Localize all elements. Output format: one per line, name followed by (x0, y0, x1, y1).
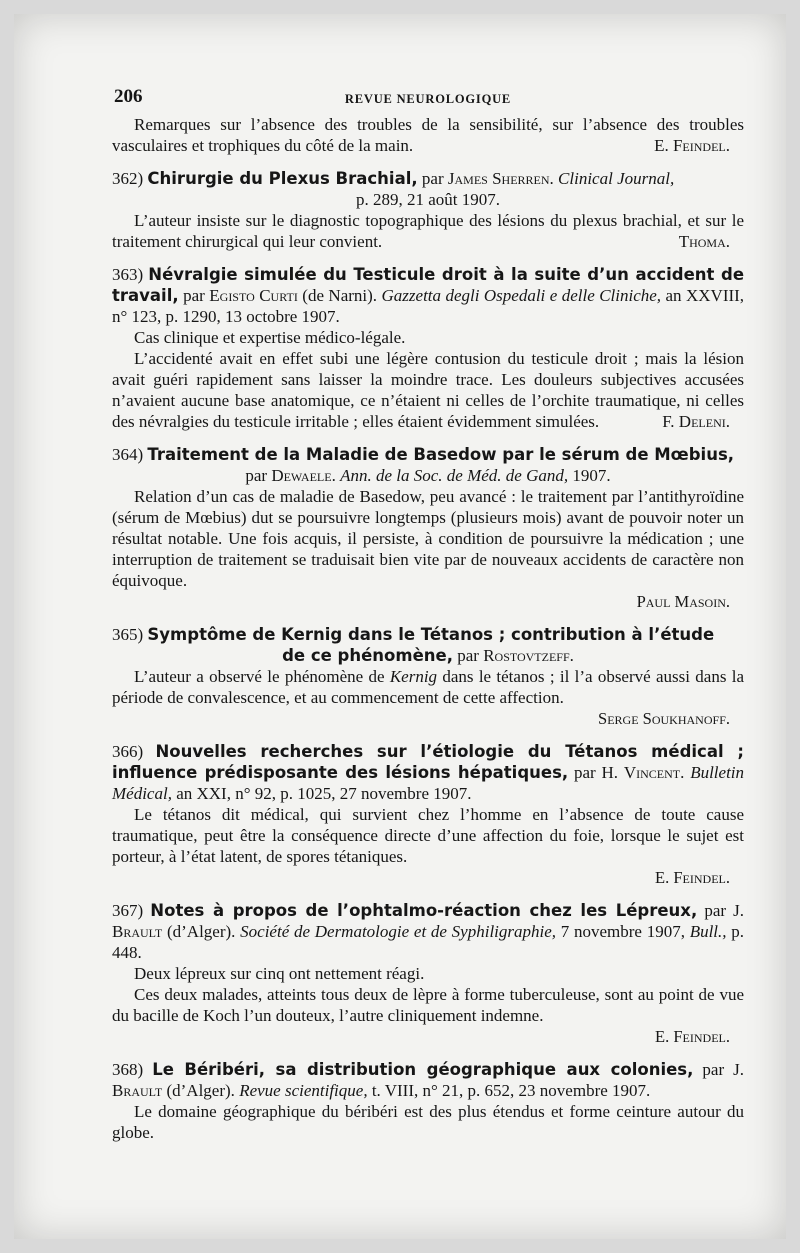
entry-number: 365) (112, 625, 144, 644)
entry-reference: 7 novembre 1907, (560, 922, 685, 941)
entry-title: Chirurgie du Plexus Brachial, (147, 169, 418, 188)
entry-reference: an XXVIII, n° 123, p. 1290, 13 octobre 1907. (112, 286, 745, 326)
signature: E. Feindel. (654, 136, 730, 155)
entry-heading: 365) Symptôme de Kernig dans le Tétanos ; contribution à l’étude de ce phénomène, par Rostovtzeff. (112, 625, 715, 665)
entry-source: Société de Dermatologie et de Syphiligraphie, (240, 922, 557, 941)
entry-paragraph: L’accidenté avait en effet subi une légère contusion du testicule droit ; mais la lésion avait guéri rapidement sans laisser la moindre trace. Les douleurs subjectives accusées n’avaient aucune base anatomique, ce n’étaient ni celles de l’orchite traumatique, ni celles des névralgies du testicule irritable ; elles étaient évidemment simulées. F. Deleni. (112, 349, 744, 431)
abstract-entry (112, 624, 744, 729)
entry-title: Traitement de la Maladie de Basedow par le sérum de Mœbius, (147, 445, 735, 464)
entry-number: 367) (112, 901, 144, 920)
entry-heading: 367) Notes à propos de l’ophtalmo-réaction chez les Lépreux, par J. Brault (d’Alger). Société de Dermatologie et de Syphiligraphie, 7 novembre 1907, Bull., p. 448. (112, 901, 745, 962)
signature: Serge Soukhanoff. (598, 709, 730, 728)
entry-paragraph: Le tétanos dit médical, qui survient chez l’homme en l’absence de toute cause traumatique, peut être la conséquence directe d’une affection du foie, lorsque le sujet est porteur, à l’état latent, de spores tétaniques. (112, 805, 744, 866)
entry-title: Notes à propos de l’ophtalmo-réaction chez les Lépreux, (150, 901, 698, 920)
entry-paragraph: Le domaine géographique du béribéri est des plus étendus et forme ceinture autour du globe. (112, 1102, 744, 1142)
signature: Paul Masoin. (636, 592, 730, 611)
running-header (112, 86, 744, 114)
abstract-entry (112, 264, 744, 432)
entry-heading: 364) Traitement de la Maladie de Basedow par le sérum de Mœbius, par Dewaele. Ann. de la Soc. de Méd. de Gand, 1907. (112, 445, 735, 485)
signature: E. Feindel. (655, 868, 730, 887)
entry-title: Symptôme de Kernig dans le Tétanos ; contribution à l’étude (147, 625, 715, 644)
entry-number: 368) (112, 1060, 144, 1079)
entry-author: Brault (112, 922, 163, 941)
entry-reference: 1907. (572, 466, 611, 485)
scanned-page (14, 14, 786, 1239)
journal-title: REVUE NEUROLOGIQUE (344, 92, 512, 106)
entry-source: Revue scientifique, (239, 1081, 368, 1100)
entry-paragraph: Deux lépreux sur cinq ont nettement réagi. (134, 964, 425, 983)
page-content (112, 86, 744, 1143)
abstract-entry (112, 168, 744, 252)
entry-title: Nouvelles recherches sur l’étiologie du Tétanos médical ; influence prédisposante des lésions hépatiques, (112, 742, 744, 782)
entry-paragraph: Ces deux malades, atteints tous deux de lèpre à forme tuberculeuse, sont au point de vue du bacille de Koch l’un douteux, l’autre cliniquement indemne. (112, 985, 744, 1025)
entry-title-continued: de ce phénomène, (282, 646, 453, 665)
entry-author: Brault (112, 1081, 163, 1100)
entry-number: 363) (112, 265, 144, 284)
intro-abstract (112, 114, 744, 156)
abstract-entry (112, 1059, 744, 1143)
entry-reference: an XXI, n° 92, p. 1025, 27 novembre 1907. (176, 784, 472, 803)
page-number: 206 (114, 86, 143, 107)
entry-author: Vincent. (623, 763, 685, 782)
entry-number: 366) (112, 742, 144, 761)
entry-paragraph: L’auteur insiste sur le diagnostic topographique des lésions du plexus brachial, et sur le traitement chirurgical qui leur convient. Thoma. (112, 211, 744, 251)
entry-heading: 368) Le Béribéri, sa distribution géographique aux colonies, par J. Brault (d’Alger). Revue scientifique, t. VIII, n° 21, p. 652, 23 novembre 1907. (112, 1060, 744, 1100)
entry-number: 362) (112, 169, 144, 188)
entry-heading: 362) Chirurgie du Plexus Brachial, par James Sherren. Clinical Journal, p. 289, 21 août 1907. (112, 168, 744, 210)
entry-heading: 363) Névralgie simulée du Testicule droit à la suite d’un accident de travail, par Egisto Curti (de Narni). Gazzetta degli Ospedali e delle Cliniche, an XXVIII, n° 123, p. 1290, 13 octobre 1907. (112, 265, 745, 326)
entry-source: Bulletin Médical, (112, 763, 745, 803)
abstract-entry (112, 900, 744, 1047)
signature: F. Deleni. (662, 412, 730, 431)
entry-source: Clinical Journal, (558, 169, 675, 188)
entry-paragraph: Cas clinique et expertise médico-légale. (134, 328, 406, 347)
entry-paragraph: Relation d’un cas de maladie de Basedow, peu avancé : le traitement par l’antithyroïdine (sérum de Mœbius) dut se poursuivre longtemps (plusieurs mois) avant de pouvoir noter un résultat notable. Une fois acquis, il persiste, à condition de poursuivre la médication ; une interruption de traitement se traduisait bien vite par de nouveaux accidents de caractère non équivoque. (112, 487, 744, 590)
entry-author: Rostovtzeff. (483, 646, 574, 665)
entry-title: Névralgie simulée du Testicule droit à la suite d’un accident de travail, (112, 265, 745, 305)
abstract-entry (112, 741, 744, 888)
entry-reference: p. 289, 21 août 1907. (355, 190, 501, 209)
entry-paragraph: L’auteur a observé le phénomène de Kernig dans le tétanos ; il l’a observé aussi dans la période de convalescence, et au commencement de cette affection. (112, 667, 745, 707)
abstract-entry (112, 444, 744, 612)
entry-source: Gazzetta degli Ospedali e delle Cliniche, (381, 286, 662, 305)
entry-source: Ann. de la Soc. de Méd. de Gand, (340, 466, 569, 485)
entry-reference: t. VIII, n° 21, p. 652, 23 novembre 1907. (371, 1081, 651, 1100)
entry-number: 364) (112, 445, 144, 464)
signature: E. Feindel. (655, 1027, 730, 1046)
entry-author: Egisto Curti (209, 286, 298, 305)
entry-heading: 366) Nouvelles recherches sur l’étiologie du Tétanos médical ; influence prédisposante des lésions hépatiques, par H. Vincent. Bulletin Médical, an XXI, n° 92, p. 1025, 27 novembre 1907. (112, 742, 745, 803)
entry-author: James Sherren. (447, 169, 554, 188)
signature: Thoma. (678, 232, 730, 251)
intro-text: Remarques sur l’absence des troubles de la sensibilité, sur l’absence des troubles vasculaires et trophiques du côté de la main. E. Feindel. (112, 115, 744, 155)
entry-title: Le Béribéri, sa distribution géographique aux colonies, (152, 1060, 694, 1079)
entry-author: Dewaele. (271, 466, 336, 485)
